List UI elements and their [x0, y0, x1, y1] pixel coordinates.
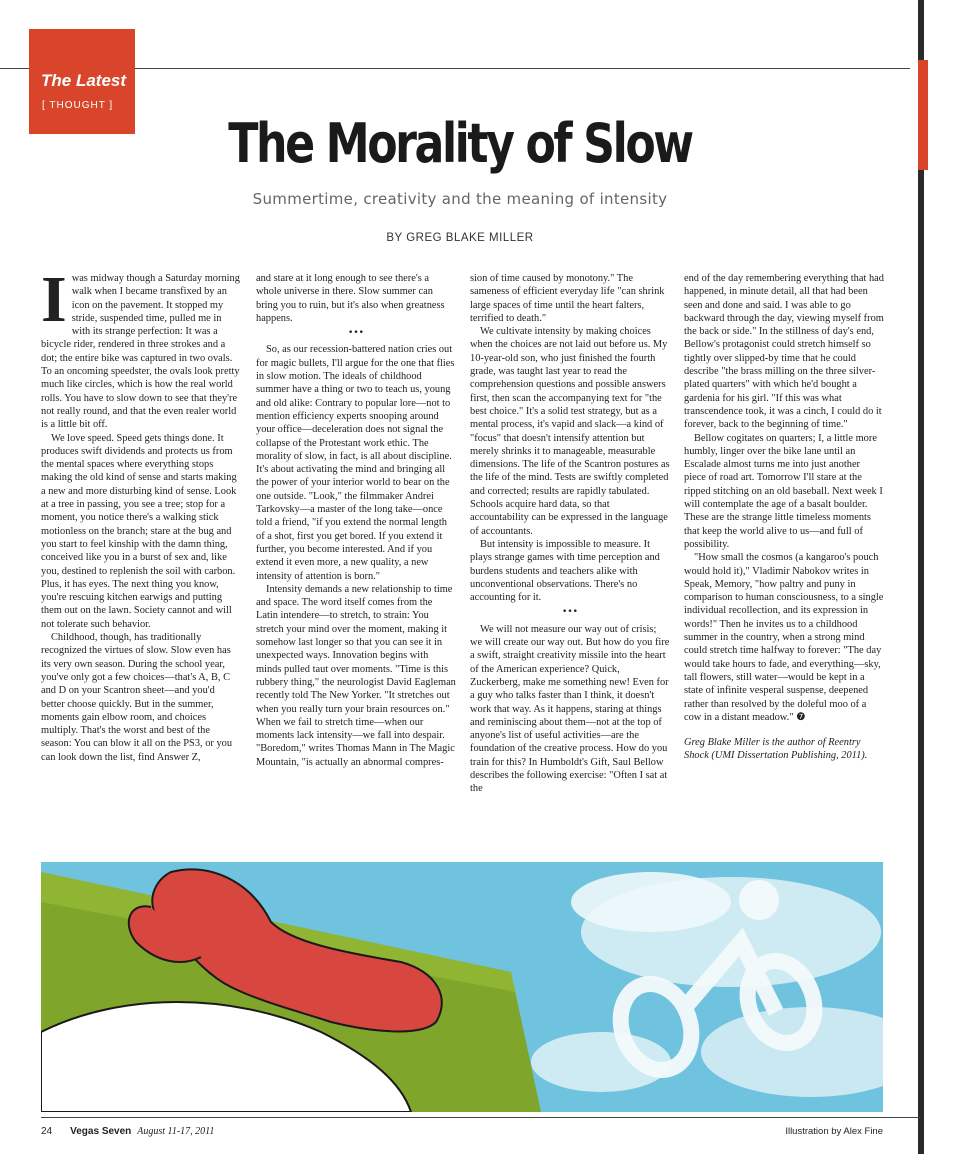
- illustration: [41, 862, 883, 1112]
- edge-accent: [918, 60, 928, 170]
- paragraph: But intensity is impossible to measure. It plays strange games with time perception and burdens students and teachers alike with unconventional observations. There's no accounting for it.: [470, 538, 660, 604]
- column-3: [470, 272, 670, 796]
- paragraph: Intensity demands a new relationship to time and space. The word itself comes from the Latin intendere—to stretch, to strain: You stretch your mind over the moment, making it somehow last longer so that you can see it in unexpected ways. Innovation begins with minds pulled taut over moments. "Time is this rubbery thing," the neurologist David Eagleman recently told The New Yorker. "It stretches out when you really turn your brain resources on." When we fail to stretch time—when our moments lack intensity—we fall into despair. "Boredom," writes Thomas Mann in The Magic Mountain, "is actually an abnormal compres-: [256, 583, 456, 768]
- article-title: The Morality of Slow: [228, 112, 692, 175]
- paragraph: We will not measure our way out of crisis; we will create our way out. But how do you fire a swift, straight creativity missile into the heart of the American experience? Quick, Zuckerberg, make me something new! Even for a guy who talks faster than I think, it doesn't work that way. As it happens, staring at things and reminiscing about them—not at the top of anyone's list of useful activities—are the foundation of the creative process. How do you train for this? In Humboldt's Gift, Saul Bellow describes the following exercise: "Often I sat at the: [470, 623, 670, 795]
- paragraph: We cultivate intensity by making choices when the choices are not laid out before us. My 10-year-old son, who just finished the fourth grade, was taught last year to read the comprehension questions and possible answers first, then scan the accompanying text for "the best choice." It's a solid test strategy, but as a mental process, it's vapid and slack—a kind of "focus" that doesn't intensify attention but merely shrinks it to manageable, measurable dimensions. The life of the Scantron postures as the life of the mind. Tests are swiftly completed and corrected; results are rapidly tabulated. Schools acquire hard data, so that accountability can be expressed in the language of accountants.: [470, 326, 670, 537]
- section-brand: The Latest: [41, 71, 127, 90]
- drop-cap: I: [41, 263, 67, 336]
- paragraph: Childhood, though, has traditionally recognized the virtues of slow. Slow even has its very own season. During the school year, you've only got a few choices—that's A, B, C and D on your Scantron sheet—and you'd better choose quickly. But in the summer, moments gain elbow room, and choices multiply. That's the worst and best of the season: You can blow it all on the PS3, or you can look down the list, find Answer Z,: [41, 632, 233, 763]
- illustration-credit: Illustration by Alex Fine: [785, 1126, 883, 1137]
- paragraph: So, as our recession-battered nation cries out for magic bullets, I'll argue for the one that flies in slow motion. The ideals of childhood summer have a thing or two to teach us, young and old alike: Contrary to popular lore—not to mention efficiency experts snooping around your office—deceleration does not signal the collapse of the Protestant work ethic. The morality of slow, in fact, is all about discipline. It's about activating the mind and bringing all the power of your interior world to bear on the one outside. "Look," the filmmaker Andrei Tarkovsky—a master of the long take—once told a friend, "if you extend the normal length of a shot, first you get bored. If you extend it further, you become interested. And if you extend it even more, a new quality, a new intensity of attention is born.": [256, 344, 455, 582]
- illustration-art: [41, 862, 883, 1112]
- paragraph: end of the day remembering everything that had happened, in minute detail, all that had been seen and done and said. I was able to go backward through the day, viewing myself from the back or side." In the stillness of day's end, Bellow's protagonist could stretch himself so tightly over slipped-by time that he could describe "the brass milling on the three silver-plated quarters" with which he'd bought a gardenia for his girl. "If this was what transcendence took, it was a cinch, I could do it forever, back to the beginning of time.": [684, 273, 884, 431]
- paragraph: and stare at it long enough to see there's a whole universe in there. Slow summer can bring you to ruin, but it's also when greatness happens.: [256, 273, 445, 324]
- article-byline: BY GREG BLAKE MILLER: [386, 232, 534, 244]
- paragraph: Iwas midway though a Saturday morning walk when I became transfixed by an icon on the pavement. It stopped my stride, suspended time, pulled me in with its strange perfection: It was a bicycle rider, rendered in three strokes and a dot; the entire bike was captured in two ovals. To an oncoming speedster, the ovals look pretty much like circles, which is how the real world rolls. You have to slow down to see that they're not really round, and that the even realer world is a little bit off.: [41, 263, 240, 431]
- top-rule: [0, 68, 910, 69]
- cloud: [571, 872, 731, 932]
- author-tagline: Greg Blake Miller is the author of Reentry Shock (UMI Dissertation Publishing, 2011).: [684, 737, 868, 762]
- section-separator: •••: [562, 607, 578, 618]
- issue-date: August 11-17, 2011: [137, 1126, 215, 1137]
- paragraph: "How small the cosmos (a kangaroo's pouch would hold it)," Vladimir Nabokov writes in Speak, Memory, "how paltry and puny in comparison to human consciousness, to a single individual recollection, and its expression in words!" Then he invites us to a childhood summer in the country, when a strong mind could stretch time halfway to forever: "The day would take hours to fade, and everything—sky, tall flowers, still water—would be kept in a state of infinite vesperal suspense, deepened rather than resolved by the doleful moo of a cow in a distant meadow." ❼: [684, 552, 884, 723]
- paragraph: Bellow cogitates on quarters; I, a little more humbly, linger over the bike lane until an Escalade almost turns me into just another piece of road art. Tomorrow I'll stare at the ripped stitching on an old baseball. Next week I will contemplate the age of a basalt boulder. These are the strange little timeless moments that keep the world alive to us—and full of possibility.: [684, 432, 883, 550]
- edge-bar: [918, 0, 924, 1154]
- publication-name: Vegas Seven: [70, 1126, 132, 1137]
- column-2: [256, 272, 456, 769]
- column-4: [684, 272, 884, 763]
- footer-rule: [41, 1117, 920, 1118]
- column-1: [41, 263, 241, 764]
- section-category: [ THOUGHT ]: [42, 100, 114, 111]
- folio: [41, 1126, 214, 1137]
- paragraph: sion of time caused by monotony." The sameness of efficient everyday life "can shrink large spaces of time until the heart falters, terrified to death.": [470, 273, 665, 324]
- paragraph: We love speed. Speed gets things done. It produces swift dividends and protects us from the mental spaces where everything stops making the old kind of sense and starts making a new and more disturbing kind of sense. Look at a tree in passing, you see a tree; stop for a moment, you notice there's a walking stick motionless on the branch; stare at the bug and you start to feel kinship with the damn thing, conceived like you in a burst of sex and, like you, destined to replenish the soil with carbon. Plus, it has eyes. The next thing you know, you're rescuing kitchen earwigs and putting them out on the lawn. Society cannot and will not tolerate such behavior.: [41, 432, 237, 630]
- article-subtitle: Summertime, creativity and the meaning of intensity: [252, 190, 668, 208]
- page-number: 24: [41, 1126, 53, 1137]
- section-separator: •••: [348, 328, 364, 339]
